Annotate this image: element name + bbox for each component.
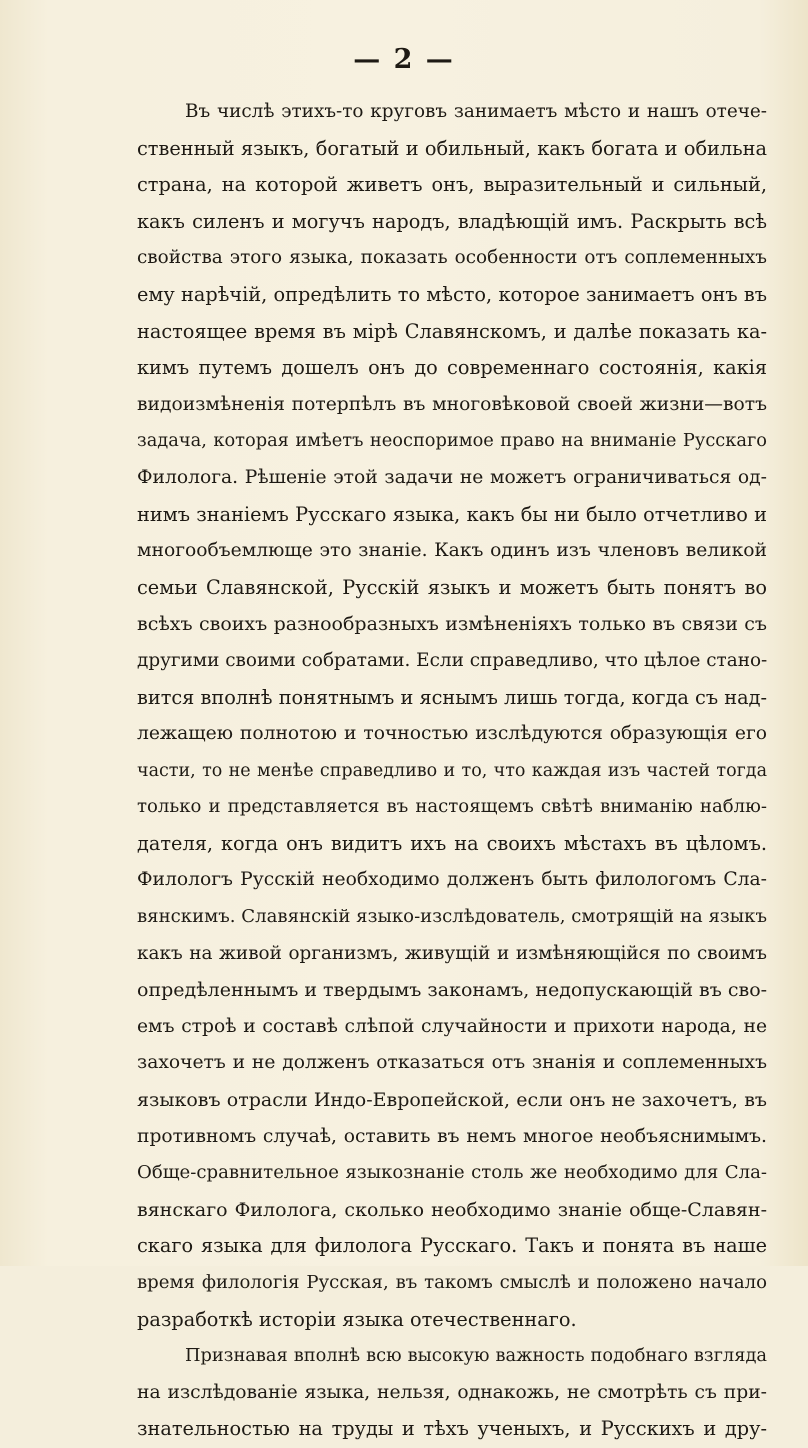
- text-line: семьи Славянской, Русскій языкъ и можетъ быть понятъ во: [137, 575, 767, 599]
- text-line: кимъ путемъ дошелъ онъ до современнаго состоянія, какія: [137, 356, 767, 380]
- text-line: захочетъ и не долженъ отказаться отъ знанія и соплеменныхъ: [137, 1052, 767, 1074]
- text-line: разработкѣ исторіи языка отечественнаго.: [137, 1307, 577, 1331]
- page-number: — 2 —: [353, 44, 455, 75]
- body-text: [137, 94, 767, 1448]
- text-line: вянскимъ. Славянскій языко-изслѣдователь, смотрящій на языкъ: [137, 906, 767, 928]
- paragraph-2: [137, 1338, 767, 1448]
- text-line: части, то не менѣе справедливо и то, что каждая изъ частей тогда: [137, 760, 767, 781]
- text-line: противномъ случаѣ, оставить въ немъ многое необъяснимымъ.: [137, 1125, 767, 1147]
- text-line: нимъ знаніемъ Русскаго языка, какъ бы ни было отчетливо и: [137, 502, 767, 526]
- text-line: дателя, когда онъ видитъ ихъ на своихъ мѣстахъ въ цѣломъ.: [137, 831, 767, 855]
- text-line: ственный языкъ, богатый и обильный, какъ богата и обильна: [137, 136, 767, 160]
- text-line: только и представляется въ настоящемъ свѣтѣ вниманію наблю-: [137, 796, 767, 818]
- text-line: Филологъ Русскій необходимо долженъ быть филологомъ Сла-: [137, 869, 767, 891]
- text-line: вится вполнѣ понятнымъ и яснымъ лишь тогда, когда съ над-: [137, 685, 767, 709]
- text-line: емъ строѣ и составѣ слѣпой случайности и прихоти народа, не: [137, 1015, 767, 1037]
- text-line: какъ на живой организмъ, живущій и измѣняющійся по своимъ: [137, 942, 767, 964]
- text-line: Признавая вполнѣ всю высокую важность подобнаго взгляда: [185, 1345, 767, 1367]
- text-line: Въ числѣ этихъ-то круговъ занимаетъ мѣсто и нашъ отече-: [185, 101, 767, 122]
- text-line: время филологія Русская, въ такомъ смыслѣ и положено начало: [137, 1272, 767, 1293]
- text-line: вянскаго Филолога, сколько необходимо знаніе обще-Славян-: [137, 1198, 767, 1221]
- text-line: Филолога. Рѣшеніе этой задачи не можетъ ограничиваться од-: [137, 466, 767, 488]
- text-line: скаго языка для филолога Русскаго. Такъ и понята въ наше: [137, 1234, 767, 1258]
- text-line: видоизмѣненія потерпѣлъ въ многовѣковой своей жизни—вотъ: [137, 393, 767, 415]
- text-line: лежащею полнотою и точностью изслѣдуются образующія его: [137, 723, 767, 745]
- text-line: свойства этого языка, показать особенности отъ соплеменныхъ: [137, 247, 767, 269]
- text-line: Обще-сравнительное языкознаніе столь же необходимо для Сла-: [137, 1162, 767, 1184]
- text-line: всѣхъ своихъ разнообразныхъ измѣненіяхъ только въ связи съ: [137, 613, 767, 636]
- text-line: задача, которая имѣетъ неоспоримое право на вниманіе Русскаго: [137, 430, 767, 452]
- text-line: многообъемлюще это знаніе. Какъ одинъ изъ членовъ великой: [137, 540, 767, 562]
- text-line: ему нарѣчій, опредѣлить то мѣсто, которое занимаетъ онъ въ: [137, 282, 767, 306]
- text-line: знательностью на труды и тѣхъ ученыхъ, и Русскихъ и дру-: [137, 1417, 767, 1441]
- text-line: страна, на которой живетъ онъ, выразительный и сильный,: [137, 173, 767, 197]
- text-line: другими своими собратами. Если справедливо, что цѣлое стано-: [137, 649, 767, 671]
- text-line: языковъ отрасли Индо-Европейской, если онъ не захочетъ, въ: [137, 1089, 767, 1112]
- text-line: какъ силенъ и могучъ народъ, владѣющій имъ. Раскрыть всѣ: [137, 209, 767, 233]
- text-line: на изслѣдованіе языка, нельзя, однакожь, не смотрѣть съ при-: [137, 1381, 767, 1403]
- paragraph-1: [137, 94, 767, 1338]
- text-line: опредѣленнымъ и твердымъ законамъ, недопускающій въ сво-: [137, 979, 767, 1002]
- text-line: настоящее время въ мірѣ Славянскомъ, и далѣе показать ка-: [137, 319, 767, 343]
